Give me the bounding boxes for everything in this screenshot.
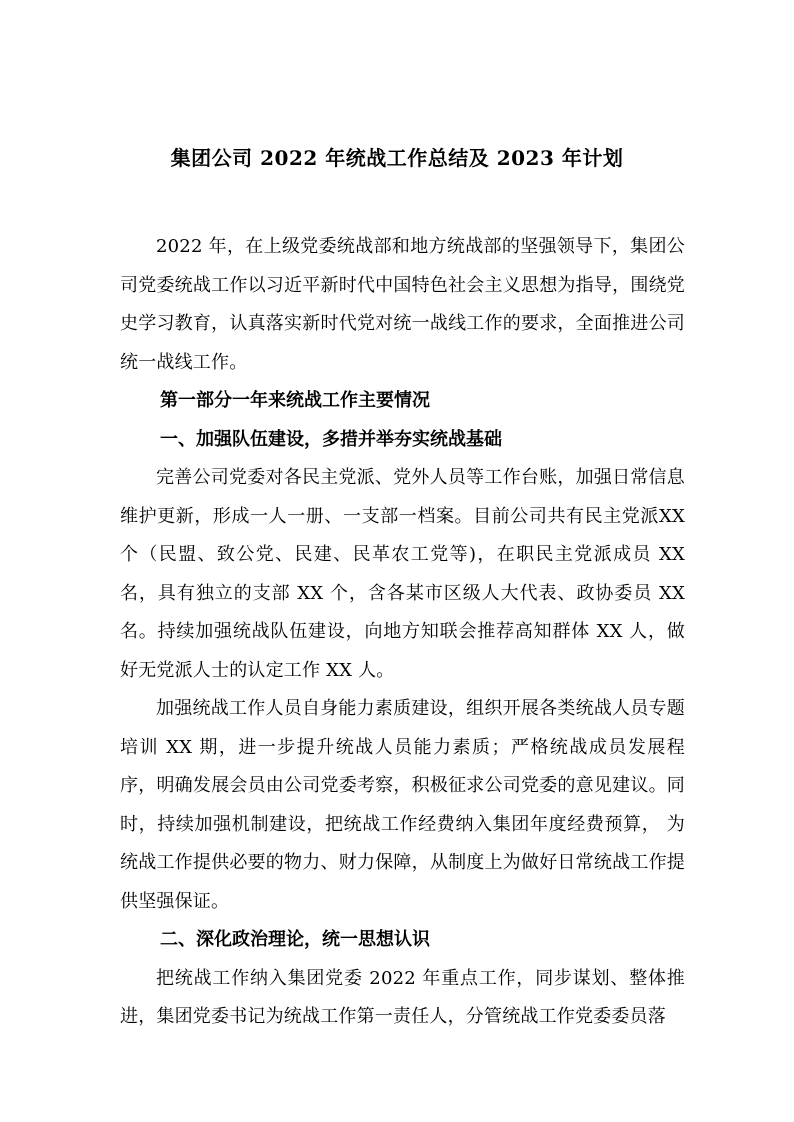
section-one-paragraph-2: 加强统战工作人员自身能力素质建设，组织开展各类统战人员专题培训 XX 期，进一步提升统战人员能力素质；严格统战成员发展程序，明确发展会员由公司党委考察，积极征求公司党委的意见建议。同时，持续加强机制建设，把统战工作经费纳入集团年度经费预算， 为统战工作提供必要的物力、财力保障，从制度上为做好日常统战工作提供坚强保证。 [120, 698, 685, 912]
section-one-heading: 一、加强队伍建设，多措并举夯实统战基础 [160, 428, 502, 450]
section-two-heading: 二、深化政治理论，统一思想认识 [160, 929, 430, 950]
part-one-heading: 第一部分一年来统战工作主要情况 [160, 390, 430, 411]
document-body [120, 228, 685, 1037]
section-two-paragraph-1: 把统战工作纳入集团党委 2022 年重点工作，同步谋划、整体推进，集团党委书记为统战工作第一责任人，分管统战工作党委委员落 [120, 967, 685, 1027]
section-one-paragraph-1: 完善公司党委对各民主党派、党外人员等工作台账，加强日常信息维护更新，形成一人一册、一支部一档案。目前公司共有民主党派XX个（民盟、致公党、民建、民革农工党等)，在职民主党派成员 XX 名，具有独立的支部 XX 个，含各某市区级人大代表、政协委员 XX 名。持续加强统战队伍建设，向地方知联会推荐高知群体 XX 人，做好无党派人士的认定工作 XX 人。 [120, 467, 685, 681]
intro-paragraph: 2022 年，在上级党委统战部和地方统战部的坚强领导下，集团公司党委统战工作以习近平新时代中国特色社会主义思想为指导，围绕党史学习教育，认真落实新时代党对统一战线工作的要求，全面推进公司统一战线工作。 [120, 236, 685, 373]
document-title: 集团公司 2022 年统战工作总结及 2023 年计划 [170, 146, 624, 170]
